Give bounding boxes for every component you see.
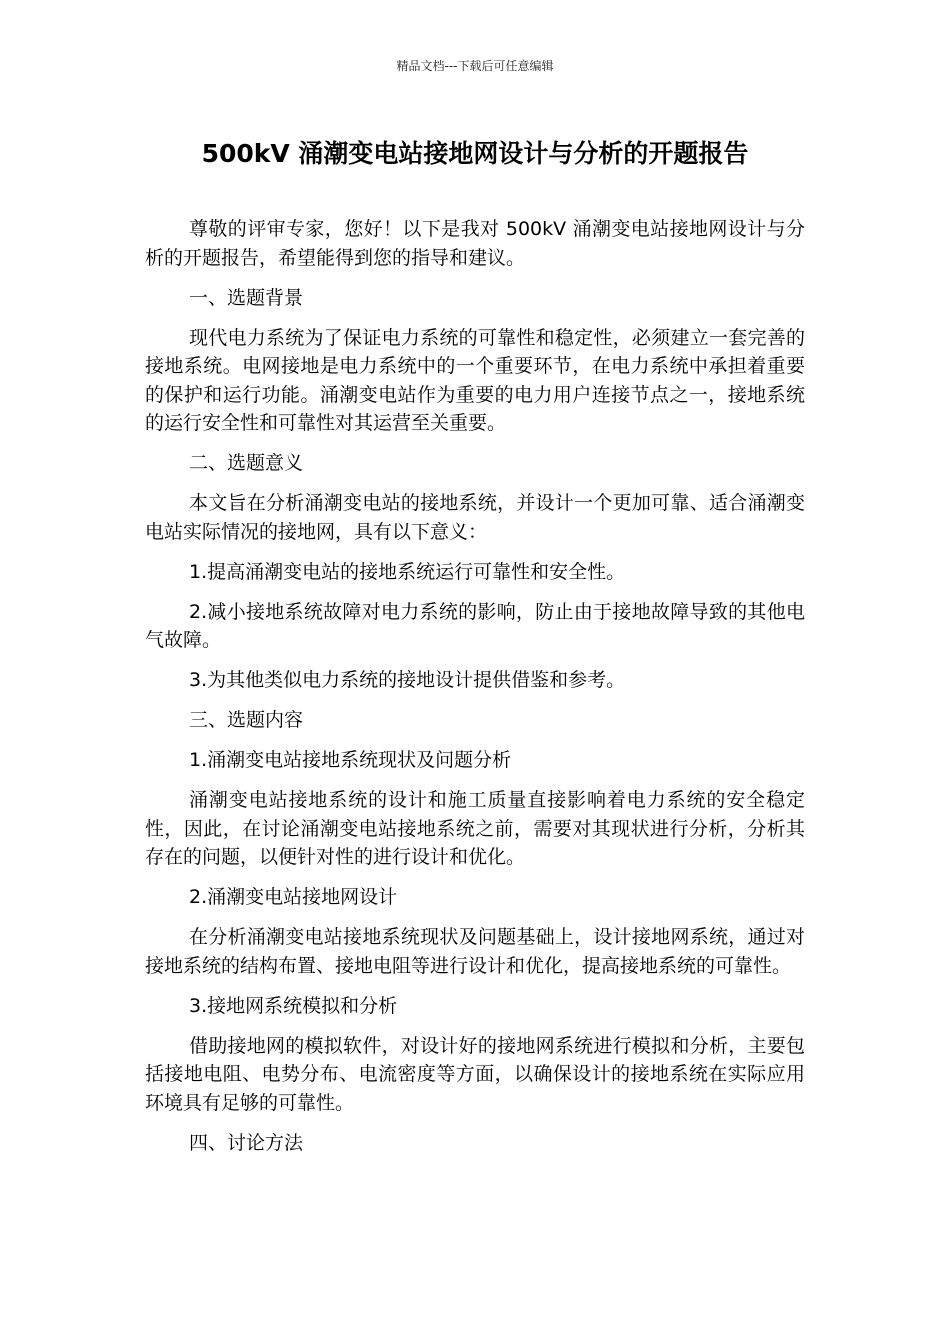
significance-paragraph: 本文旨在分析涌潮变电站的接地系统，并设计一个更加可靠、适合涌潮变电站实际情况的接地网，具有以下意义： (145, 492, 805, 543)
significance-item-3: 3.为其他类似电力系统的接地设计提供借鉴和参考。 (189, 669, 626, 691)
header-note: 精品文档---下载后可任意编辑 (396, 59, 554, 73)
section-heading-methods: 四、讨论方法 (189, 1131, 304, 1154)
intro-paragraph: 尊敬的评审专家，您好！以下是我对 500kV 涌潮变电站接地网设计与分析的开题报告，希望能得到您的指导和建议。 (145, 218, 805, 269)
content-subheading-2: 2.涌潮变电站接地网设计 (189, 886, 398, 908)
significance-item-1: 1.提高涌潮变电站的接地系统运行可靠性和安全性。 (189, 560, 626, 583)
background-paragraph: 现代电力系统为了保证电力系统的可靠性和稳定性，必须建立一套完善的接地系统。电网接地是电力系统中的一个重要环节，在电力系统中承担着重要的保护和运行功能。涌潮变电站作为重要的电力用户连接节点之一，接地系统的运行安全性和可靠性对其运营至关重要。 (145, 326, 805, 434)
content-paragraph-1: 涌潮变电站接地系统的设计和施工质量直接影响着电力系统的安全稳定性，因此，在讨论涌潮变电站接地系统之前，需要对其现状进行分析，分析其存在的问题，以便针对性的进行设计和优化。 (145, 789, 805, 868)
section-heading-content: 三、选题内容 (189, 709, 304, 731)
content-subheading-3: 3.接地网系统模拟和分析 (189, 994, 398, 1017)
section-heading-significance: 二、选题意义 (189, 452, 304, 474)
document-title: 500kV 涌潮变电站接地网设计与分析的开题报告 (201, 139, 749, 168)
content-paragraph-2: 在分析涌潮变电站接地系统现状及问题基础上，设计接地网系统，通过对接地系统的结构布置、接地电阻等进行设计和优化，提高接地系统的可靠性。 (145, 926, 805, 977)
section-heading-background: 一、选题背景 (189, 286, 304, 309)
content-paragraph-3: 借助接地网的模拟软件，对设计好的接地网系统进行模拟和分析，主要包括接地电阻、电势分布、电流密度等方面，以确保设计的接地系统在实际应用环境具有足够的可靠性。 (145, 1034, 805, 1114)
significance-item-2: 2.减小接地系统故障对电力系统的影响，防止由于接地故障导致的其他电气故障。 (145, 600, 805, 651)
content-subheading-1: 1.涌潮变电站接地系统现状及问题分析 (189, 749, 512, 771)
document-body (145, 215, 805, 1169)
